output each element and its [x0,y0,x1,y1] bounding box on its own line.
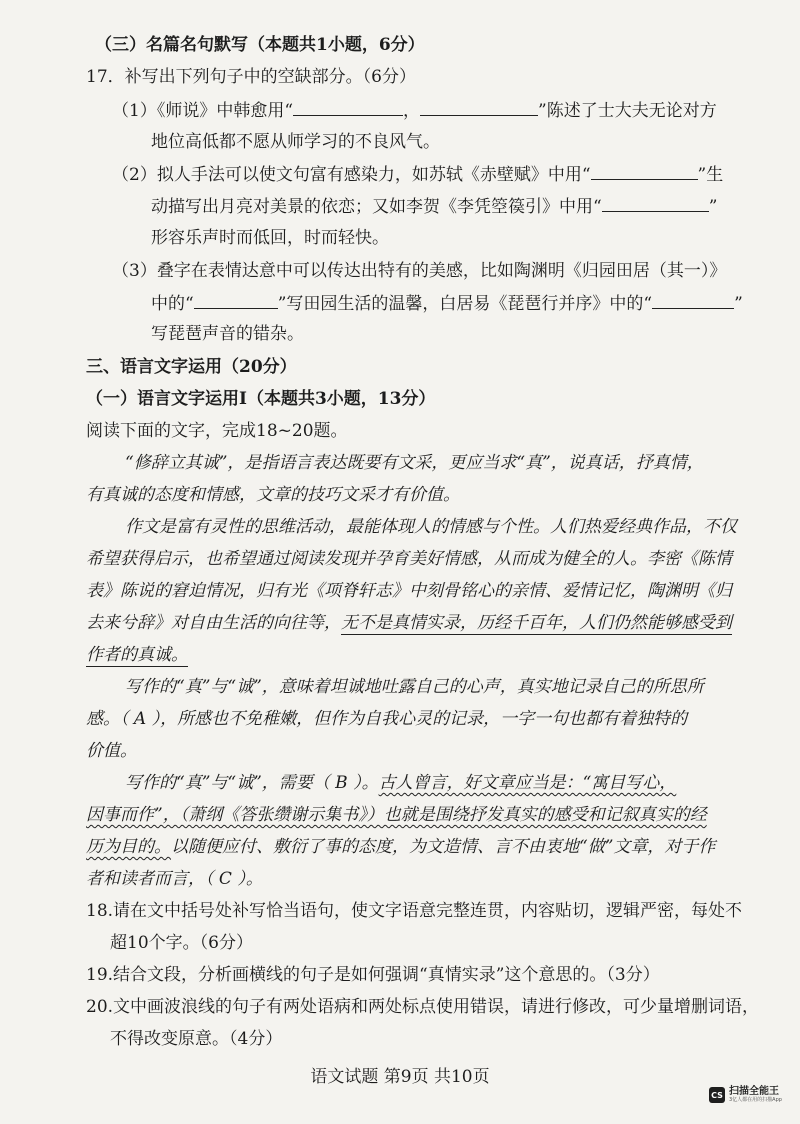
wavy-sentence: 古人曾言，好文章应当是：“寓目写心， [378,773,677,793]
q17-3-text-d: ” [734,294,743,314]
q17-item-2-cont [151,195,717,218]
q17-2-text-a: （2）拟人手法可以使文句富有感染力，如苏轼《赤壁赋》中用“ [112,165,591,185]
passage-p4-line3 [86,836,715,858]
q17-item-1 [112,99,717,122]
answer-blank [591,163,698,180]
passage-p4-line1 [125,772,676,794]
answer-blank [602,195,709,212]
q17-item-2 [112,163,723,186]
q17-3-text-b: 中的“ [151,294,194,314]
q17-1-text-b: ， [403,101,421,121]
subsection-heading: （一）语言文字运用Ⅰ（本题共3小题，13分） [86,389,436,409]
q17-2-text-d: ” [708,197,718,217]
question-20-cont: 不得改变原意。（4分） [110,1029,283,1049]
passage-p4-line2 [86,804,707,826]
section-heading-language: 三、语言文字运用（20分） [86,357,297,377]
watermark-tagline: 3亿人都在用的扫描App [729,1097,782,1103]
q17-2-text-c: 动描写出月亮对美景的依恋；又如李贺《李凭箜篌引》中用“ [151,197,602,217]
wavy-sentence-cont: 因事而作”，（萧纲《答张缵谢示集书》）也就是围绕抒发真实的感受和记叙真实的经 [86,805,707,825]
passage-p4-text: 写作的“真”与“诚”，需要（ B ）。 [125,773,379,793]
q17-item-3: （3）叠字在表情达意中可以传达出特有的美感，比如陶渊明《归园田居（其一）》 [112,261,727,281]
passage-p2-line2: 希望获得启示，也希望通过阅读发现并孕育美好情感，从而成为健全的人。李密《陈情 [86,549,732,569]
q17-item-2-cont2: 形容乐声时而低回，时而轻快。 [151,228,389,248]
passage-p1-line1: “修辞立其诚”，是指语言表达既要有文采，更应当求“真”，说真话，抒真情， [125,453,704,473]
answer-blank [194,292,278,309]
passage-p4-line4: 者和读者而言，（ C ）。 [86,869,263,889]
q17-3-text-c: ”写田园生活的温馨，白居易《琵琶行并序》中的“ [277,294,653,314]
answer-blank [652,292,734,309]
passage-p2-line4 [86,612,732,634]
q17-1-text-a: （1）《师说》中韩愈用“ [112,101,294,121]
question-19: 19.结合文段，分析画横线的句子是如何强调“真情实录”这个意思的。（3分） [86,965,660,985]
section-heading-famous-lines: （三）名篇名句默写（本题共1小题，6分） [95,35,425,55]
answer-blank [420,99,538,116]
q17-2-text-b: ”生 [697,165,724,185]
scanner-watermark [709,1086,782,1104]
q17-item-3-cont2: 写琵琶声音的错杂。 [151,324,304,344]
passage-p3-line2: 感。（ A ），所感也不免稚嫩，但作为自我心灵的记录，一字一句也都有着独特的 [86,709,688,729]
reading-instruction: 阅读下面的文字，完成18~20题。 [86,421,348,441]
question-18: 18.请在文中括号处补写恰当语句，使文字语意完整连贯，内容贴切，逻辑严密，每处不 [86,901,743,921]
passage-p2-line3: 表》陈说的窘迫情况，归有光《项脊轩志》中刻骨铭心的亲情、爱情记忆，陶渊明《归 [86,581,732,601]
wavy-sentence-end: 历为目的。 [86,837,171,857]
q17-1-text-c: ”陈述了士大夫无论对方 [538,101,717,121]
passage-p1-line2: 有真诚的态度和情感，文章的技巧文采才有价值。 [86,485,460,505]
underlined-sentence: 无不是真情实录，历经千百年，人们仍然能够感受到 [341,613,732,633]
passage-p3-line1: 写作的“真”与“诚”，意味着坦诚地吐露自己的心声，真实地记录自己的所思所 [125,677,704,697]
passage-p2-line5 [86,644,188,666]
answer-blank [293,99,403,116]
watermark-name: 扫描全能王 [729,1086,779,1097]
page-footer: 语文试题 第9页 共10页 [310,1067,490,1087]
underlined-sentence-end: 作者的真诚。 [86,645,188,665]
question-17: 17．补写出下列句子中的空缺部分。（6分） [86,67,416,87]
passage-p4-text-b: 以随便应付、敷衍了事的态度，为文造情、言不由衷地“做”文章，对于作 [171,837,716,857]
passage-p3-line3: 价值。 [86,741,137,761]
q17-item-3-cont [151,292,743,315]
q17-item-1-cont: 地位高低都不愿从师学习的不良风气。 [151,132,440,152]
camscanner-logo-icon: CS [709,1087,725,1103]
passage-p2-line1: 作文是富有灵性的思维活动，最能体现人的情感与个性。人们热爱经典作品，不仅 [125,517,737,537]
passage-p2-text: 去来兮辞》对自由生活的向往等， [86,613,341,633]
question-18-cont: 超10个字。（6分） [110,933,253,953]
question-20: 20.文中画波浪线的句子有两处语病和两处标点使用错误，请进行修改，可少量增删词语， [86,997,760,1017]
